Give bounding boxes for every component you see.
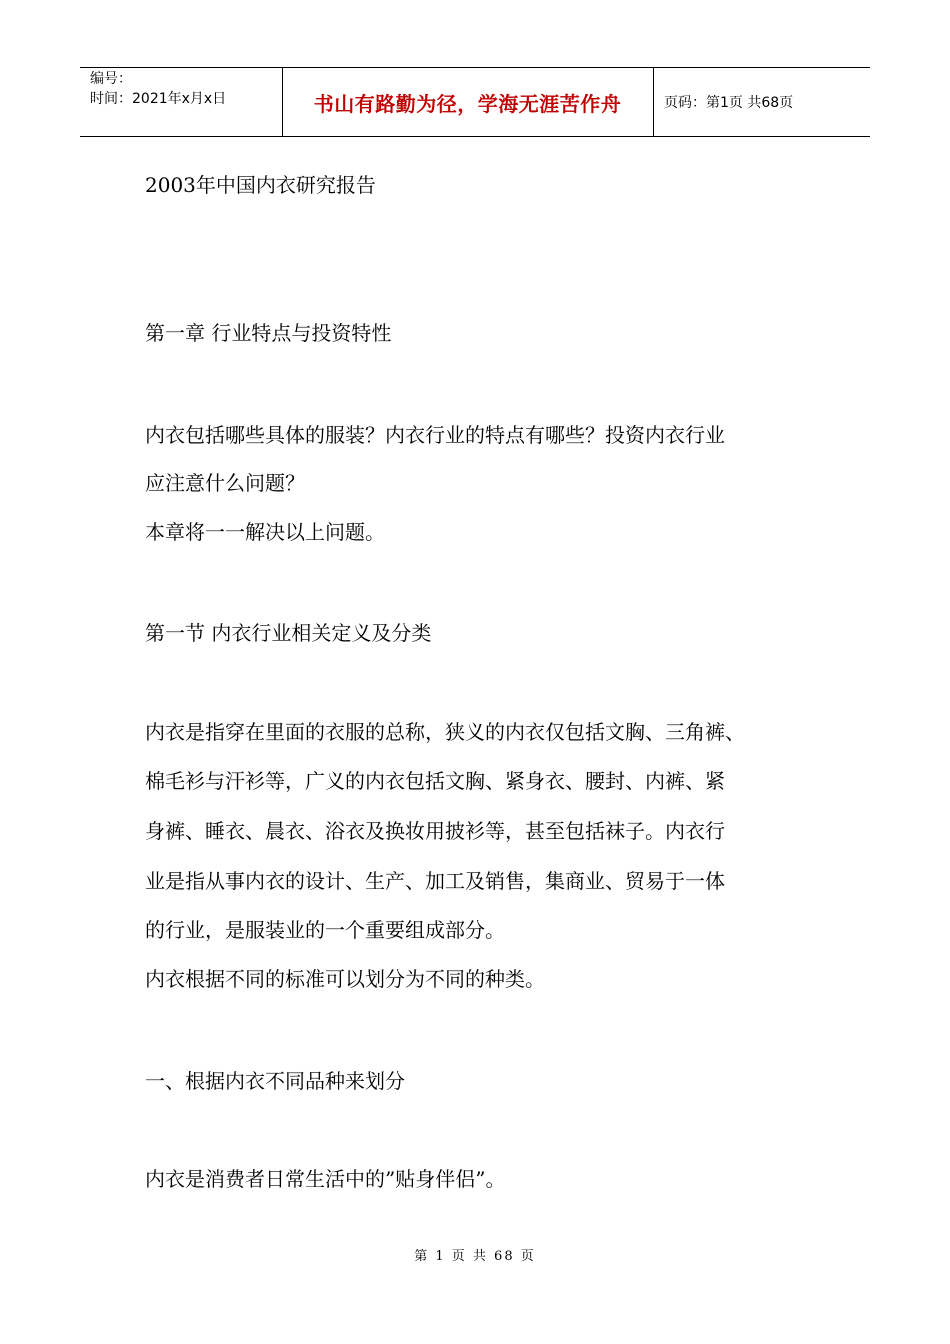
chapter-heading: 第一章 行业特点与投资特性 bbox=[145, 321, 392, 345]
definition-line: 内衣根据不同的标准可以划分为不同的种类。 bbox=[145, 967, 545, 991]
definition-line: 身裤、睡衣、晨衣、浴衣及换妆用披衫等，甚至包括袜子。内衣行 bbox=[145, 819, 725, 843]
section-heading: 第一节 内衣行业相关定义及分类 bbox=[145, 621, 432, 645]
intro-line: 应注意什么问题？ bbox=[145, 471, 305, 495]
page-footer: 第 1 页 共 68 页 bbox=[414, 1249, 536, 1264]
page-info: 页码：第1页 共68页 bbox=[664, 95, 794, 111]
date-label: 时间：2021年x月x日 bbox=[90, 91, 227, 107]
definition-line: 内衣是指穿在里面的衣服的总称，狭义的内衣仅包括文胸、三角裤、 bbox=[145, 720, 745, 744]
header-page-cell bbox=[654, 68, 870, 136]
closing-line: 内衣是消费者日常生活中的”贴身伴侣”。 bbox=[145, 1167, 506, 1191]
header-meta-cell bbox=[80, 68, 283, 136]
definition-line: 业是指从事内衣的设计、生产、加工及销售，集商业、贸易于一体 bbox=[145, 869, 725, 893]
header-motto-cell bbox=[282, 68, 654, 136]
definition-line: 棉毛衫与汗衫等，广义的内衣包括文胸、紧身衣、腰封、内裤、紧 bbox=[145, 769, 725, 793]
serial-label: 编号： bbox=[90, 71, 132, 87]
subsection-heading: 一、根据内衣不同品种来划分 bbox=[145, 1069, 405, 1093]
document-title: 2003年中国内衣研究报告 bbox=[145, 173, 376, 197]
page-header bbox=[80, 67, 870, 137]
intro-line: 本章将一一解决以上问题。 bbox=[145, 520, 385, 544]
intro-line: 内衣包括哪些具体的服装？内衣行业的特点有哪些？投资内衣行业 bbox=[145, 423, 725, 447]
motto-text: 书山有路勤为径，学海无涯苦作舟 bbox=[313, 91, 622, 116]
definition-line: 的行业，是服装业的一个重要组成部分。 bbox=[145, 918, 505, 942]
